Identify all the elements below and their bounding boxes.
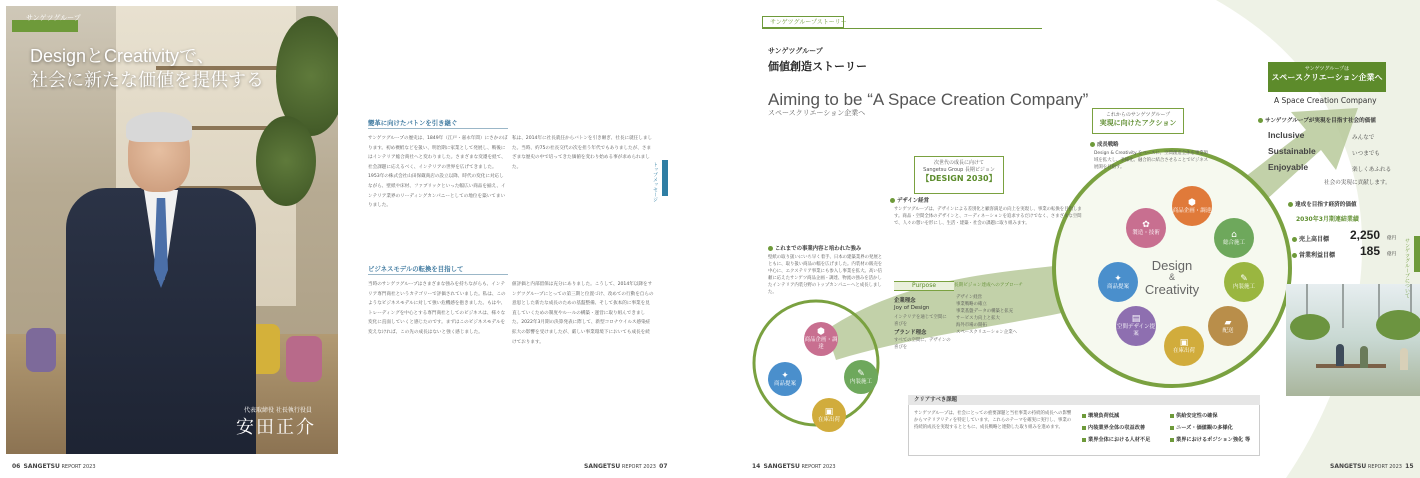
center-amp: & [1168,272,1175,282]
brand-text: すべての空間に、デザインの喜びを [894,338,951,350]
footer-left [12,463,96,470]
heading-underline [368,274,508,275]
bullet-dot [1258,118,1263,123]
kpi-profit-label: 営業利益目標 [1292,250,1335,259]
gear-icon: ✿ [1142,219,1150,230]
page-title-line2: 社会に新たな価値を提供する [30,70,264,90]
value-sustainable-ja: いつまでも [1352,151,1380,157]
footer-right [1330,463,1414,470]
brand-heading: ブランド理念 [894,330,927,336]
issues-text: サンゲツグループは、社会にとっての重要課題と当社事業の持続的成長への影響からマテリアリティを特定しています。これらのテーマを確実に実行し、事業の持続的成長を実現するとともに、成長戦略と連動した取り組みを進めます。 [914,411,1072,430]
bullet-dot [1292,237,1297,242]
issue-item: 供給安定性の確保 [1170,412,1218,419]
action-box-line1: これからのサンゲツグループ [1105,112,1171,118]
past-strengths-text: 壁紙の取り扱いにいち早く着手、日本の建築業界の発展とともに、取り扱い商品の幅を広げました。内装材の販売を中心に、エクステリア事業にも参入し事業を拡大。高い信頼に応えたサンゲツ商品企画・調達、物流の強みを活かしたインテリア内装分野のトップカンパニーへと成長しました。 [768,255,883,295]
side-tab-marker [1414,236,1420,272]
approach-item: サービス力向上と拡大 [956,316,1000,321]
page-subtitle: サンゲツグループ [768,47,823,55]
kpi-sales-label: 売上高目標 [1292,234,1329,243]
footer-right [584,463,668,470]
section-label: サンゲツグループ [26,14,81,22]
truck-icon: ▰ [1224,317,1232,328]
side-tab-marker [662,160,668,196]
issues-title: クリアすべき課題 [908,395,1260,405]
page-number: 07 [659,463,668,470]
side-tab-label: サンゲツグループについて [1404,238,1410,298]
col2-text: 当時のサンゲツグループはさまざまな強みを持ちながらも、インテリア専門商社というカテゴリーで評価されていました。私は、このようなビジネスモデルに対して強い危機感を抱きました。もはや、トレーディングを中心とする専門商社としてのビジネスは、様々な変化に直面していくと感じたのです。まずはこのビジネスモデルを変えなければ、この先の成長はないと強く感じました。 [368,282,506,335]
approach-item: スペースクリエーション企業へ [956,330,1017,335]
page-number: 14 [752,463,761,470]
ring-circle-proposal: ✦ 商品提案 [1098,262,1138,302]
footer-left [752,463,836,470]
brand-name: SANGETSU [763,463,800,470]
purpose-text: インテリアを通じて空間に喜びを [894,315,947,327]
issue-item: ニーズ・価値観の多様化 [1170,424,1233,431]
report-name: REPORT 2023 [1367,464,1402,470]
cart-icon: ⬢ [1188,197,1196,208]
kpi-profit-value: 185 [1360,244,1381,258]
growth-strategy-text: Design & Creativity をベースに、空間創造全体を事業領域を拡大し、多様化、融合的に結合させることでビジネス展開を目指す。 [1094,151,1209,170]
value-enjoyable-ja: 楽しくあふれる [1352,167,1392,173]
bullet-dot [1292,253,1297,258]
center-design: Design [1151,258,1193,273]
approach-item: 事業戦略の確立 [956,302,987,307]
value-inclusive: Inclusive [1268,130,1305,140]
approach-item: デザイン経営 [956,295,983,300]
right-spread [746,0,1420,478]
left-circle-planning: ⬢ 商品企画・調達 [804,322,838,356]
col1-heading: 變革に向けたバトンを引き継ぐ [368,119,458,127]
center-creativity: Creativity [1144,282,1200,297]
design-box-line1: 次世代の成長に向けて [933,160,984,166]
ring-circle-general-construction: ⌂ 総合施工 [1214,218,1254,258]
issue-item: 環境負荷低減 [1082,412,1119,419]
kpi-period: 2030年3月期連結業績 [1296,216,1359,223]
col4-text: 値評価と内部留保は充分にありました。こうして、2014年以降をサンゲツグループにとっての第三期と位置づけ、改めての行動を自らの意思とした新たな成長のための基盤整備、そして抜本的に事業を見直していくための制度やルールの構築・運営に取り組んできました。2022年3月期の決算発表に際して、新型コロナウイルス感染症拡大の影響を受けましたが、厳しい事業環境下においても成長を続けております。 [512,282,654,345]
past-strengths-heading: これまでの事業内容と培われた強み [768,244,861,252]
col1-text: サンゲツグループの歴史は、1849年（江戸・嘉永年間）にさかのぼります。初め襖紙などを扱い、明治期に家業として発展し、戦後にはインテリア総合商社へと変わりました。さまざまな変遷を経て、社会課題に応えるべく、インテリアの世界を広げてきました。1953年の株式会社山田保蔵商店の設立以降、時代の変化に対応しながら、壁紙や床材、ファブリックといった幅広い商品を揃え、インテリア業界のリーディングカンパニーとしての地位を築いてまいりました。 [368,136,508,209]
ceo-signature-name: 安田正介 [236,417,316,438]
value-enjoyable: Enjoyable [1268,162,1309,172]
ring-circle-planning: ⬢ 商品企画・調達 [1172,186,1212,226]
future-box-line2: スペースクリエーション企業へ [1271,73,1383,82]
cart-icon: ⬢ [817,327,825,337]
page-title [30,44,264,92]
tag-rule [762,28,1042,29]
value-sustainable: Sustainable [1268,146,1316,156]
document-icon: ▤ [1131,314,1141,324]
kpi-profit-unit: 億円 [1387,252,1397,257]
bullet-dot [1090,142,1095,147]
social-value-heading: サンゲツグループが実現を目指す社会的価値 [1258,116,1376,124]
future-box-line1: サンゲツグループは [1304,66,1350,72]
approach-label: 長期ビジョン達成へのアプローチ [954,283,1023,288]
report-name: REPORT 2023 [801,464,836,470]
section-tag: サンゲツグループストーリー [770,19,847,26]
page-title: 価値創造ストーリー [768,60,867,73]
kpi-sales-value: 2,250 [1350,228,1381,242]
action-box [1092,108,1184,134]
ring-circle-interior-construction: ✎ 内装施工 [1224,262,1264,302]
kpi-heading: 達成を目指す経済的価値 [1288,200,1357,208]
photo-plant [256,116,316,206]
bullet-dot [768,246,773,251]
issue-item: 業界におけるポジション強化 等 [1170,436,1250,443]
office-photo [1286,284,1420,396]
bullet-dot [1288,202,1293,207]
house-icon: ⌂ [1231,229,1237,240]
left-circle-stock: ▣ 在庫出荷 [812,398,846,432]
future-box [1268,62,1386,92]
left-spread [0,0,668,478]
page-title-line1: DesignとCreativityで、 [30,46,215,66]
aim-subheading: スペースクリエーション企業へ [768,109,866,117]
future-en-label: A Space Creation Company [1274,96,1377,105]
lightbulb-icon: ✦ [1114,273,1122,284]
bullet-dot [890,198,895,203]
values-tail: 社会の実現に貢献します。 [1324,180,1391,186]
approach-list [956,294,1076,366]
page-number: 15 [1405,463,1414,470]
action-box-line2: 実現に向けたアクション [1099,119,1177,127]
purpose-bar: Purpose [894,281,954,291]
report-name: REPORT 2023 [621,464,656,470]
brand-name: SANGETSU [1330,463,1367,470]
design-box-line2: Sangetsu Group 長期ビジョン [923,167,995,173]
issue-item: 業界全体における人材不足 [1082,436,1150,443]
approach-item: 事業基盤データの構築と拡充 [956,309,1014,314]
page-number: 06 [12,463,21,470]
growth-strategy-heading: 成長戦略 [1090,140,1119,148]
kpi-sales-unit: 億円 [1387,236,1397,241]
photo-stool [286,336,322,382]
ring-circle-space-design: ▤ 空間デザイン提案 [1116,306,1156,346]
purpose-english: Joy of Design [894,305,930,311]
ring-circle-stock: ▣ 在庫出荷 [1164,326,1204,366]
issue-item: 内装業界全体の収益改善 [1082,424,1145,431]
report-name: REPORT 2023 [61,464,96,470]
box-icon: ▣ [824,406,834,417]
brand-name: SANGETSU [584,463,621,470]
box-icon: ▣ [1179,337,1189,348]
lightbulb-icon: ✦ [781,370,789,381]
design-box-line3: 【DESIGN 2030】 [921,174,997,183]
ring-circle-manufacturing: ✿ 製造・技術 [1126,208,1166,248]
brush-icon: ✎ [1240,273,1248,284]
brand-name: SANGETSU [23,463,60,470]
left-circle-construction: ✎ 内装施工 [844,360,878,394]
design-2030-box [914,156,1004,194]
left-circle-proposal: ✦ 商品提案 [768,362,802,396]
purpose-heading: 企業理念 [894,298,916,304]
photo-stool [26,328,56,372]
aim-heading: Aiming to be “A Space Creation Company” [768,90,1089,109]
design-management-text: サンゲツグループは、デザインによる差別化と顧客満足の向上を実現し、事業の転換を目指します。商品・空間全体のデザインと、コーディネーションを追求するだけでなく、さまざまな空間で、人々の想いを形にし、生活・建築・社会の課題に取り組みます。 [894,207,1082,226]
design-management-heading: デザイン経営 [890,196,929,204]
brush-icon: ✎ [857,368,865,379]
side-tab-label: トップメッセージ [652,162,658,202]
ceo-role: 代表取締役 社長執行役員 [244,407,312,414]
heading-underline [368,128,508,129]
ceo-figure [66,116,256,454]
approach-item: 海外市場の開拓 [956,323,987,328]
value-inclusive-ja: みんなで [1352,135,1375,141]
col2-heading: ビジネスモデルの転換を目指して [368,265,464,273]
ring-circle-delivery: ▰ 配送 [1208,306,1248,346]
col3-text: 私は、2014年に社長就任からバトンを引き継ぎ、社長に就任しました。当時、約75の社長交代の次を担う年代でもありましたが、さまざまな歴史の中で培ってきた価値を変わり始める事が求められました。 [512,136,653,170]
